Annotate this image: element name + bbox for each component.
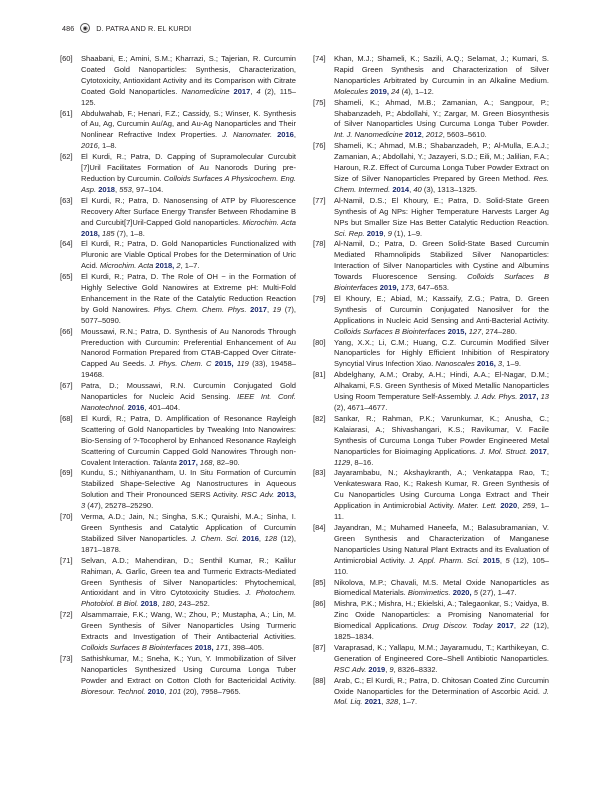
reference-journal: J. Adv. Phys. bbox=[474, 392, 520, 402]
reference-segment: (2), 4671–4677. bbox=[334, 403, 388, 412]
reference-year: 2021 bbox=[364, 697, 382, 707]
reference-year: 2016 bbox=[277, 130, 294, 140]
reference-segment: Al-Namil, D.S.; El Khoury, E.; Patra, D. Solid-State Green Synthesis of Ag NPs: Higher Temperature Harvests Larger Ag NPs but Smaller Size Has Better Catalytic Reduction Reaction. bbox=[334, 195, 549, 227]
reference-journal: 3 bbox=[81, 501, 86, 511]
reference-segment: El Khoury, E.; Abiad, M.; Kassaify, Z.G.; Patra, D. Green Synthesis of Curcumin Conjugated Nanosilver for the Applications in Nucleic Acid Sensing and Anti-Bacterial Activity. bbox=[334, 293, 549, 325]
reference-segment: , 398–405. bbox=[228, 642, 264, 652]
reference-item bbox=[60, 512, 296, 556]
reference-segment: (33), 19458–19468. bbox=[81, 359, 296, 380]
reference-journal: 328 bbox=[385, 697, 399, 707]
reference-segment: Sathishkumar, M.; Sneha, K.; Yun, Y. Immobilization of Silver Nanoparticles Synthesized Using Curcuma Longa Tuber Powder and Extract on Cotton Cloth for Bactericidal Activity. bbox=[81, 653, 296, 685]
reference-text bbox=[334, 578, 549, 600]
reference-journal: 171 bbox=[215, 642, 229, 652]
reference-segment: , bbox=[546, 446, 549, 456]
reference-journal: 5 bbox=[473, 588, 478, 598]
reference-item bbox=[60, 414, 296, 469]
reference-number: [62] bbox=[60, 152, 73, 162]
reference-journal: Microchim. Acta bbox=[99, 261, 156, 271]
reference-text bbox=[334, 643, 549, 676]
reference-item bbox=[60, 196, 296, 240]
reference-journal: J. Phys. Chem. C bbox=[149, 359, 215, 369]
reference-journal: 24 bbox=[391, 86, 400, 96]
reference-segment: , bbox=[383, 228, 388, 238]
reference-journal: J. Photochem. Photobiol. B Biol. bbox=[81, 588, 296, 609]
reference-segment: Alsammarraie, F.K.; Wang, W.; Zhou, P.; Mustapha, A.; Lin, M. Green Synthesis of Silver Nanoparticles Using Turmeric Extracts and Investigation of Their Antibacterial Activities. bbox=[81, 610, 296, 642]
reference-number: [61] bbox=[60, 108, 73, 118]
reference-segment: , 274–280. bbox=[481, 326, 517, 336]
reference-segment: Patra, D.; Moussawi, R.N. Curcumin Conjugated Gold Nanoparticles for Nucleic Acid Sensing. bbox=[81, 381, 296, 402]
reference-year: 2018, bbox=[194, 642, 214, 652]
reference-journal: 180 bbox=[161, 599, 175, 609]
reference-item bbox=[313, 196, 549, 240]
reference-text bbox=[334, 468, 549, 523]
reference-item bbox=[313, 98, 549, 142]
reference-journal: Int. J. Nanomedicine bbox=[334, 130, 405, 140]
reference-number: [87] bbox=[313, 642, 326, 652]
reference-text bbox=[81, 152, 296, 196]
reference-number: [81] bbox=[313, 370, 326, 380]
reference-year: 2015, bbox=[447, 326, 467, 336]
reference-segment: , 8326–8332. bbox=[393, 664, 438, 674]
reference-segment: El Kurdi, R.; Patra, D. Capping of Supramolecular Curcubit [7]Uril Facilitates Formation of Au Nanorods During pre-Reduction by Curcumin. bbox=[81, 152, 296, 183]
reference-number: [69] bbox=[60, 468, 73, 478]
reference-segment: (1), 1–9. bbox=[391, 228, 423, 238]
reference-segment: , bbox=[381, 697, 386, 707]
reference-item bbox=[60, 381, 296, 414]
reference-segment: Selvan, A.D.; Mahendiran, D.; Senthil Kumar, R.; Kalilur Rahiman, A. Garlic, Green tea and Turmeric Extracts-Mediated Green Synthesis of Silver Nanoparticles: Phytochemical, Antioxidant and in Vitro Cytotoxicity Studies. bbox=[81, 555, 296, 598]
reference-number: [66] bbox=[60, 326, 73, 336]
reference-journal: J. Mol. Struct. bbox=[479, 446, 531, 456]
reference-text bbox=[334, 414, 549, 469]
reference-segment: Abdulwahab, F.; Henari, F.Z.; Cassidy, S.; Winser, K. Synthesis of Au, Ag, Curcumin Au/Ag, and Au-Ag Nanoparticles and Their Nonlinear Refractive Index Properties. bbox=[81, 108, 296, 140]
reference-number: [78] bbox=[313, 239, 326, 249]
reference-segment: El Kurdi, R.; Patra, D. Amplification of Resonance Rayleigh Scattering of Gold Nanoparticles by Tweaking Into Nanowires: Bio-Sensing of ?-Tocopherol by Enhanced Resonance Rayleigh Scattering of Curcumin Capped Gold Nanowires Through non-Covalent Interaction. bbox=[81, 413, 296, 467]
reference-year: 2019 bbox=[366, 228, 384, 238]
reference-text bbox=[81, 239, 296, 272]
reference-journal: 128 bbox=[264, 533, 278, 543]
running-authors: D. PATRA AND R. EL KURDI bbox=[96, 23, 192, 33]
reference-item bbox=[60, 239, 296, 272]
reference-text bbox=[334, 196, 549, 240]
reference-segment: Kundu, S.; Nithiyanantham, U. In Situ Formation of Curcumin Stabilized Shape-Selective Ag Nanostructures in Aqueous Solution and Their Pronounced SERS Activity. bbox=[81, 468, 296, 500]
reference-segment: Al-Namil, D.; Patra, D. Green Solid-State Based Curcumin Mediated Rhamnolipids Stabilized Silver Nanoparticles: Interaction of Silver Nanoparticles with Cystine and Albumins Towards Fluorescence Sensing. bbox=[334, 239, 549, 282]
reference-segment: , bbox=[385, 664, 390, 674]
reference-number: [67] bbox=[60, 381, 73, 391]
reference-journal: 553 bbox=[119, 184, 132, 194]
reference-year: 2018, bbox=[81, 228, 100, 238]
reference-journal: Sci. Rep. bbox=[334, 228, 367, 238]
reference-year: 2016 bbox=[242, 533, 259, 543]
reference-segment: , 97–104. bbox=[131, 184, 164, 194]
reference-segment: , bbox=[250, 86, 257, 96]
reference-item bbox=[60, 54, 296, 109]
reference-number: [60] bbox=[60, 54, 73, 63]
reference-segment: , 1–9. bbox=[502, 359, 521, 369]
reference-journal: 2 bbox=[176, 261, 181, 271]
reference-journal: 173 bbox=[400, 283, 414, 293]
reference-journal: Molecules bbox=[334, 86, 371, 96]
reference-year: 2017 bbox=[233, 86, 251, 96]
reference-item bbox=[313, 239, 549, 294]
reference-year: 2020 bbox=[500, 501, 518, 511]
reference-item bbox=[313, 643, 549, 676]
reference-item bbox=[60, 610, 296, 654]
reference-segment: , 82–90. bbox=[212, 457, 240, 467]
reference-journal: Colloids Surfaces A Physicochem. Eng. Asp. bbox=[81, 173, 296, 194]
reference-item bbox=[60, 109, 296, 153]
reference-journal: Drug Discov. Today bbox=[422, 621, 498, 631]
reference-segment: Shameli, K.; Ahmad, M.B.; Zamanian, A.; Sangpour, P.; Shabanzadeh, P.; Abdollahi, Y.; Zargar, M. Green Biosynthesis of Silver Nanoparticles Using Curcuma Longa Tuber Powder. bbox=[334, 97, 549, 129]
reference-year: 2019, bbox=[370, 86, 389, 96]
reference-segment: , 8–16. bbox=[350, 457, 374, 467]
reference-text bbox=[81, 272, 296, 327]
reference-journal: 19 bbox=[272, 304, 282, 314]
reference-text bbox=[81, 654, 296, 698]
reference-journal: 2016 bbox=[81, 141, 98, 151]
reference-segment: Jayandran, M.; Muhamed Haneefa, M.; Balasubramanian, V. Green Synthesis and Characterization of Manganese Nanoparticles Using Natural Plant Extracts and its Evaluation of Antimicrobial Activity. bbox=[334, 522, 549, 565]
reference-number: [64] bbox=[60, 239, 73, 249]
reference-segment: , 243–252. bbox=[174, 599, 210, 609]
reference-segment: , bbox=[421, 130, 426, 140]
reference-year: 2017 bbox=[497, 621, 514, 631]
reference-item bbox=[60, 556, 296, 611]
reference-number: [71] bbox=[60, 555, 73, 565]
reference-number: [65] bbox=[60, 272, 73, 282]
reference-number: [76] bbox=[313, 141, 326, 151]
reference-item bbox=[313, 676, 549, 709]
reference-text bbox=[81, 109, 296, 153]
reference-segment: , bbox=[513, 621, 521, 631]
reference-segment: Arab, C.; El Kurdi, R.; Patra, D. Chitosan Coated Zinc Curcumin Oxide Nanoparticles for the Determination of Ascorbic Acid. bbox=[334, 675, 549, 696]
reference-journal: 5 bbox=[505, 555, 510, 565]
reference-item bbox=[313, 294, 549, 338]
reference-segment: , bbox=[164, 686, 169, 696]
reference-segment: Khan, M.J.; Shameli, K.; Sazili, A.Q.; Selamat, J.; Kumari, S. Rapid Green Synthesis and Characterization of Silver Nanoparticles Arbitrated by Curcumin in an Alkaline Medium. bbox=[334, 54, 549, 85]
reference-year: 2016 bbox=[127, 403, 145, 412]
reference-number: [77] bbox=[313, 195, 326, 205]
reference-segment: Nikolova, M.P.; Chavali, M.S. Metal Oxide Nanoparticles as Biomedical Materials. bbox=[334, 577, 549, 598]
reference-year: 2015, bbox=[214, 359, 234, 369]
reference-segment: (12), 1871–1878. bbox=[81, 533, 296, 554]
reference-number: [73] bbox=[60, 653, 73, 663]
reference-item bbox=[60, 152, 296, 196]
reference-text bbox=[334, 599, 549, 643]
reference-segment: , 1–8. bbox=[97, 141, 117, 151]
reference-journal: J. Nanomater. bbox=[222, 130, 278, 140]
reference-number: [63] bbox=[60, 195, 73, 205]
reference-segment: Verma, A.D.; Jain, N.; Singha, S.K.; Quraishi, M.A.; Sinha, I. Green Synthesis and Catalytic Application of Curcumin Stabilized Silver Nanoparticles. bbox=[81, 512, 296, 543]
reference-journal: J. Chem. Sci. bbox=[191, 533, 243, 543]
reference-journal: Mater. Lett. bbox=[457, 501, 501, 511]
reference-segment: , 5603–5610. bbox=[442, 130, 487, 140]
reference-journal: 1129 bbox=[334, 457, 351, 467]
reference-year: 2017 bbox=[250, 304, 267, 314]
reference-segment: (12), 1825–1834. bbox=[334, 621, 550, 642]
references-right-column bbox=[313, 54, 549, 708]
reference-journal: 127 bbox=[468, 326, 482, 336]
reference-segment: , bbox=[157, 599, 162, 609]
reference-number: [74] bbox=[313, 54, 326, 63]
reference-text bbox=[334, 523, 549, 578]
reference-journal: Bioresour. Technol. bbox=[81, 686, 148, 696]
reference-journal: 13 bbox=[540, 392, 550, 402]
reference-text bbox=[81, 556, 296, 611]
reference-journal: Nanomedicine bbox=[181, 86, 234, 96]
reference-year: 2014 bbox=[392, 184, 410, 194]
reference-number: [88] bbox=[313, 675, 326, 685]
reference-year: 2019 bbox=[368, 664, 386, 674]
reference-journal: Microchim. Acta bbox=[242, 217, 296, 227]
reference-segment: Shaabani, E.; Amini, S.M.; Kharrazi, S.; Tajerian, R. Curcumin Coated Gold Nanoparticles: Synthesis, Characterization, Cytotoxicity, Antioxidant Activity and its Comparison with Citrate Coated Gold Nanoparticles. bbox=[81, 54, 296, 96]
reference-journal: Res. Chem. Intermed. bbox=[334, 173, 549, 194]
reference-text bbox=[81, 327, 296, 382]
reference-number: [86] bbox=[313, 599, 326, 609]
reference-item bbox=[313, 141, 549, 196]
reference-segment: (2), 115–125. bbox=[81, 86, 297, 107]
reference-segment: (4), 1–12. bbox=[399, 86, 434, 96]
reference-number: [79] bbox=[313, 293, 326, 303]
reference-segment: (3), 1313–1325. bbox=[421, 184, 478, 194]
reference-number: [82] bbox=[313, 413, 326, 423]
page-number: 486 bbox=[62, 23, 75, 33]
reference-journal: 9 bbox=[389, 664, 394, 674]
reference-item bbox=[60, 654, 296, 698]
reference-segment: Mishra, P.K.; Mishra, H.; Ekielski, A.; Talegaonkar, S.; Vaidya, B. Zinc Oxide Nanoparticles: a Promising Nanomaterial for Biomedical Applications. bbox=[334, 599, 549, 631]
reference-text bbox=[81, 468, 296, 512]
reference-number: [80] bbox=[313, 337, 326, 347]
reference-year: 2016, bbox=[476, 359, 496, 369]
reference-segment: Abdelghany, A.M.; Oraby, A.H.; Hindi, A.A.; El-Nagar, D.M.; Alhakami, F.S. Green Synthesis of Mixed Metallic Nanoparticles Using Room Temperature Self-Assembly. bbox=[334, 370, 549, 402]
reference-journal: 4 bbox=[256, 86, 261, 96]
reference-journal: J. Mol. Liq. bbox=[334, 686, 549, 707]
reference-item bbox=[60, 468, 296, 512]
reference-text bbox=[334, 98, 549, 142]
reference-year: 2013, bbox=[277, 490, 296, 500]
reference-journal: Biomimetics. bbox=[407, 588, 453, 598]
reference-text bbox=[81, 54, 296, 109]
reference-number: [85] bbox=[313, 577, 326, 587]
reference-year: 2012 bbox=[404, 130, 422, 140]
reference-item bbox=[313, 523, 549, 578]
reference-item bbox=[313, 370, 549, 414]
reference-year: 2015 bbox=[483, 555, 500, 565]
reference-item bbox=[313, 599, 549, 643]
reference-number: [68] bbox=[60, 413, 73, 423]
reference-item bbox=[313, 578, 549, 600]
references-left-column bbox=[60, 54, 296, 697]
reference-journal: Colloids Surfaces B Biointerfaces bbox=[334, 326, 448, 336]
reference-segment: (27), 1–47. bbox=[477, 588, 517, 598]
reference-year: 2018 bbox=[98, 184, 115, 194]
reference-journal: Talanta bbox=[152, 457, 179, 467]
reference-segment: (12), 105–110. bbox=[334, 555, 549, 576]
reference-year: 2018 bbox=[140, 599, 158, 609]
reference-journal: 3 bbox=[497, 359, 503, 369]
reference-journal: 9 bbox=[387, 228, 392, 238]
reference-number: [84] bbox=[313, 522, 326, 532]
reference-journal: 22 bbox=[520, 621, 529, 631]
reference-segment: El Kurdi, R.; Patra, D. The Role of OH − in the Formation of Highly Selective Gold Nanowires at Extreme pH: Multi-Fold Enhancement in the Rate of the Catalytic Reduction Reaction by Gold Nanowires. bbox=[81, 272, 296, 314]
reference-year: 2017, bbox=[178, 457, 198, 467]
reference-segment: , bbox=[517, 501, 523, 511]
reference-text bbox=[81, 196, 296, 240]
reference-item bbox=[313, 338, 549, 371]
reference-journal: 185 bbox=[102, 228, 115, 238]
reference-segment: , 1–7. bbox=[180, 261, 200, 271]
reference-text bbox=[334, 676, 549, 709]
reference-segment: , 647–653. bbox=[413, 283, 449, 293]
reference-journal: Phys. Chem. Chem. Phys. bbox=[153, 304, 251, 314]
reference-segment: Sankar, R.; Rahman, P.K.; Varunkumar, K.; Anusha, C.; Kalaiarasi, A.; Shivashangari, K.S.; Ravikumar, V. Facile Synthesis of Curcuma Longa Tuber Powder Engineered Metal Nanoparticles for Bioimaging Applications. bbox=[334, 413, 549, 456]
reference-number: [75] bbox=[313, 97, 326, 107]
running-header bbox=[62, 23, 191, 33]
reference-number: [70] bbox=[60, 512, 73, 522]
reference-journal: IEEE Int. Conf. Nanotechnol. bbox=[81, 392, 296, 412]
reference-segment: El Kurdi, R.; Patra, D. Gold Nanoparticles Functionalized with Pluronic are Viable Optical Probes for the Determination of Uric Acid. bbox=[81, 239, 296, 271]
reference-segment: , bbox=[266, 304, 273, 314]
reference-year: 2018, bbox=[155, 261, 175, 271]
reference-year: 2020, bbox=[452, 588, 472, 598]
reference-year: 2019, bbox=[379, 283, 399, 293]
reference-segment: , bbox=[293, 130, 296, 140]
reference-text bbox=[81, 381, 296, 414]
reference-segment: Yang, X.X.; Li, C.M.; Huang, C.Z. Curcumin Modified Silver Nanoparticles for Highly Efficient Inhibition of Respiratory Syncytial Virus Infection Xiao. bbox=[334, 337, 549, 369]
reference-segment: (20), 7958–7965. bbox=[181, 686, 241, 696]
reference-segment: El Kurdi, R.; Patra, D. Nanosensing of ATP by Fluorescence Recovery After Surface Energy Transfer Between Rhodamine B and Curcubit[7]Uril-Capped Gold nanoparticles. bbox=[81, 195, 296, 227]
reference-year: 2010 bbox=[147, 686, 165, 696]
reference-journal: Nanoscales bbox=[435, 359, 477, 369]
reference-text bbox=[334, 239, 549, 294]
reference-journal: 101 bbox=[168, 686, 182, 696]
reference-text bbox=[334, 54, 549, 98]
reference-segment: , bbox=[115, 184, 120, 194]
reference-text bbox=[81, 414, 296, 469]
reference-journal: 168 bbox=[199, 457, 213, 467]
reference-number: [72] bbox=[60, 610, 73, 620]
reference-journal: 40 bbox=[413, 184, 422, 194]
reference-segment: , bbox=[258, 533, 265, 543]
reference-journal: Colloids Surfaces B Biointerfaces bbox=[81, 642, 195, 652]
reference-journal: 2012 bbox=[425, 130, 443, 140]
reference-text bbox=[334, 338, 549, 371]
reference-text bbox=[81, 610, 296, 654]
reference-segment: Jayarambabu, N.; Akshaykranth, A.; Venkatappa Rao, T.; Venkateswara Rao, K.; Rakesh Kumar, R. Green Synthesis of Cu Nanoparticles Using Curcuma Longa Extract and Their Application in Antimicrobial Activity. bbox=[334, 468, 549, 511]
publisher-logo-icon: ◉ bbox=[80, 23, 90, 33]
reference-journal: Colloids Surfaces B Biointerfaces bbox=[334, 272, 549, 293]
reference-item bbox=[313, 468, 549, 523]
reference-segment: , bbox=[499, 555, 506, 565]
reference-segment: , 401–404. bbox=[144, 403, 181, 412]
reference-number: [83] bbox=[313, 468, 326, 478]
reference-text bbox=[81, 512, 296, 556]
reference-item bbox=[60, 272, 296, 327]
reference-text bbox=[334, 294, 549, 338]
reference-segment: , bbox=[409, 184, 414, 194]
reference-text bbox=[334, 141, 549, 196]
reference-segment: (47), 25278–25290. bbox=[85, 501, 154, 511]
reference-segment: , 1–7. bbox=[398, 697, 418, 707]
reference-item bbox=[313, 414, 549, 469]
reference-journal: 119 bbox=[236, 359, 249, 369]
reference-segment: Moussawi, R.N.; Patra, D. Synthesis of Au Nanorods Through Prereduction with Curcumin: Preferential Enhancement of Au Nanorod Formation Prepared from CTAB-Capped Over Citrate-Capped Au Seeds. bbox=[81, 326, 296, 369]
reference-year: 2017, bbox=[519, 392, 539, 402]
reference-item bbox=[313, 54, 549, 98]
reference-journal: 259 bbox=[522, 501, 536, 511]
reference-segment: , 1–11. bbox=[334, 501, 549, 522]
reference-journal: RSC Adv. bbox=[241, 490, 278, 500]
reference-text bbox=[334, 370, 549, 414]
reference-journal: RSC Adv. bbox=[334, 664, 369, 674]
reference-segment: (7), 5077–5090. bbox=[81, 304, 297, 325]
reference-segment: Varaprasad, K.; Yallapu, M.M.; Jayaramudu, T.; Karthikeyan, C. Generation of Engineered Core–Shell Antibiotic Nanoparticles. bbox=[334, 642, 549, 663]
reference-item bbox=[60, 327, 296, 382]
reference-segment: Shameli, K.; Ahmad, M.B.; Shabanzadeh, P.; Al-Mulla, E.A.J.; Zamanian, A.; Abdollahi, Y.; Jazayeri, S.D.; Eili, M.; Jalilian, F.A.; Haroun, R.Z. Effect of Curcuma Longa Tuber Powder Extract on Size of Silver Nanoparticles Prepared by Green Method. bbox=[334, 141, 549, 183]
reference-segment: (7), 1–8. bbox=[114, 228, 145, 238]
reference-journal: J. Appl. Pharm. Sci. bbox=[409, 555, 484, 565]
reference-year: 2017 bbox=[530, 446, 547, 456]
